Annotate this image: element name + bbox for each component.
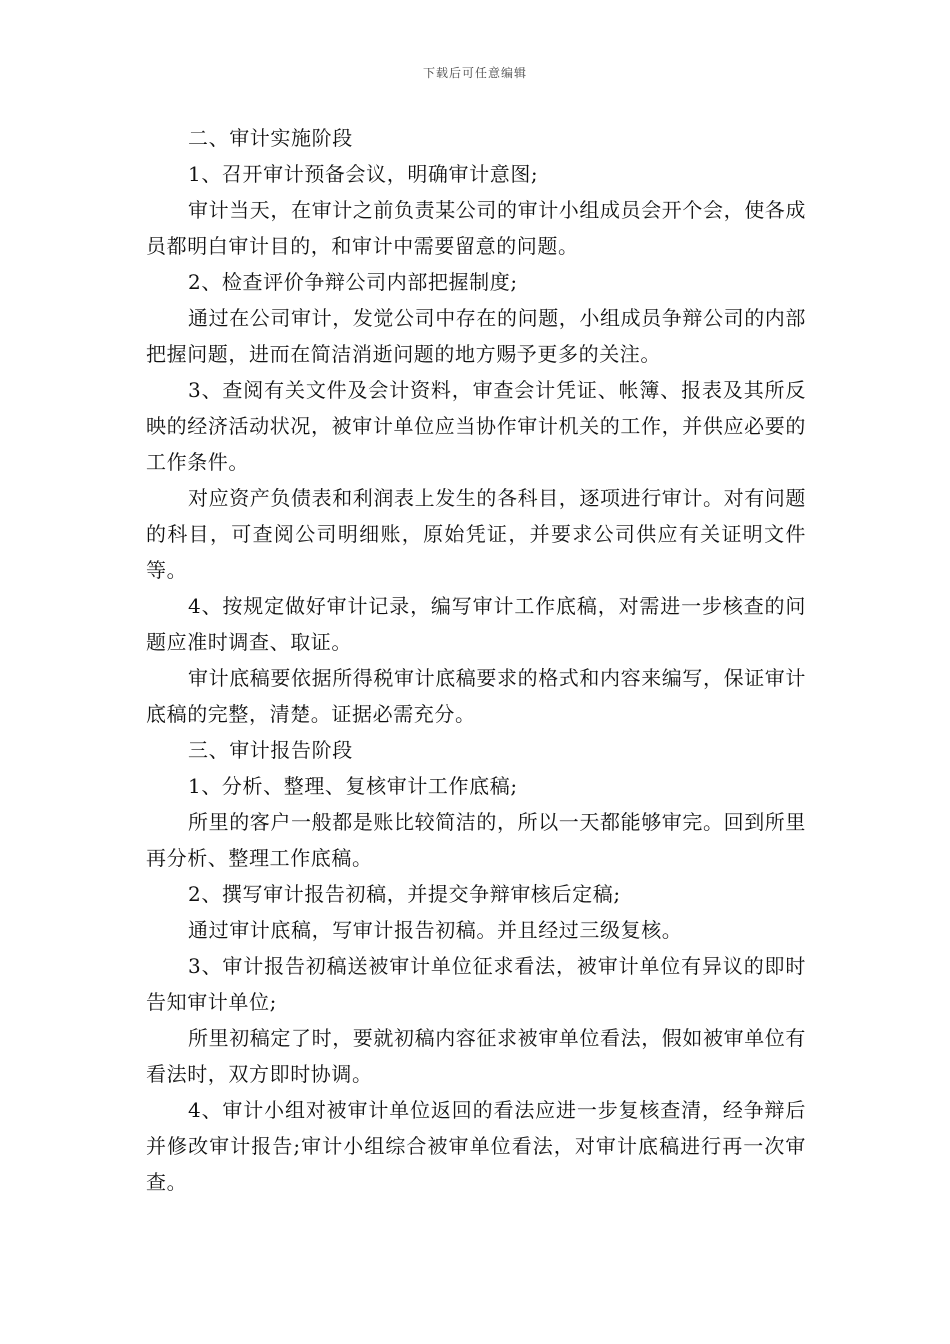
body-paragraph: 对应资产负债表和利润表上发生的各科目，逐项进行审计。对有问题的科目，可查阅公司明细账，原始凭证，并要求公司供应有关证明文件等。 xyxy=(146,486,806,582)
step-4-heading: 4、按规定做好审计记录，编写审计工作底稿，对需进一步核查的问题应准时调查、取证。 xyxy=(146,594,806,654)
step-2-heading: 2、撰写审计报告初稿，并提交争辩审核后定稿; xyxy=(188,882,621,906)
section-heading-report: 三、审计报告阶段 xyxy=(188,738,353,762)
step-1-heading: 1、分析、整理、复核审计工作底稿; xyxy=(188,774,518,798)
step-2-heading: 2、检查评价争辩公司内部把握制度; xyxy=(188,270,518,294)
section-heading-implementation: 二、审计实施阶段 xyxy=(188,126,353,150)
step-3-heading: 3、查阅有关文件及会计资料，审查会计凭证、帐簿、报表及其所反映的经济活动状况，被审计单位应当协作审计机关的工作，并供应必要的工作条件。 xyxy=(146,378,806,474)
body-paragraph: 审计当天，在审计之前负责某公司的审计小组成员会开个会，使各成员都明白审计目的，和审计中需要留意的问题。 xyxy=(146,198,806,258)
body-paragraph: 通过审计底稿，写审计报告初稿。并且经过三级复核。 xyxy=(188,918,683,942)
step-4-heading: 4、审计小组对被审计单位返回的看法应进一步复核查清，经争辩后并修改审计报告;审计小组综合被审单位看法，对审计底稿进行再一次审查。 xyxy=(146,1098,806,1194)
document-body xyxy=(146,120,806,1200)
step-1-heading: 1、召开审计预备会议，明确审计意图; xyxy=(188,162,539,186)
step-3-heading: 3、审计报告初稿送被审计单位征求看法，被审计单位有异议的即时告知审计单位; xyxy=(146,954,806,1014)
body-paragraph: 通过在公司审计，发觉公司中存在的问题，小组成员争辩公司的内部把握问题，进而在简洁消逝问题的地方赐予更多的关注。 xyxy=(146,306,806,366)
body-paragraph: 所里初稿定了时，要就初稿内容征求被审单位看法，假如被审单位有看法时，双方即时协调。 xyxy=(146,1026,806,1086)
body-paragraph: 所里的客户一般都是账比较简洁的，所以一天都能够审完。回到所里再分析、整理工作底稿。 xyxy=(146,810,806,870)
body-paragraph: 审计底稿要依据所得税审计底稿要求的格式和内容来编写，保证审计底稿的完整，清楚。证据必需充分。 xyxy=(146,666,806,726)
page-header: 下载后可任意编辑 xyxy=(422,66,527,80)
